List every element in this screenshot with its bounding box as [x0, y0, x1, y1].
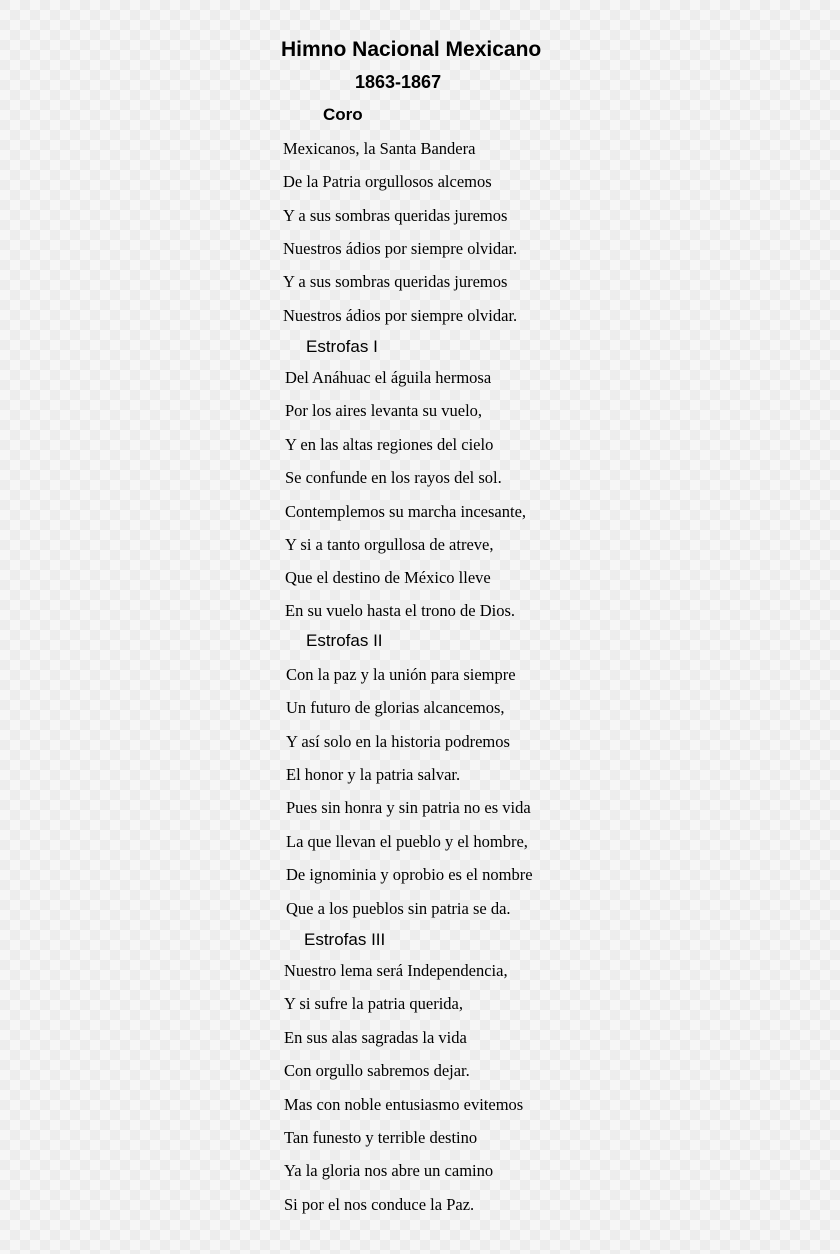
estrofa-1-line: Y en las altas regiones del cielo: [285, 435, 494, 454]
estrofa-3-line: Tan funesto y terrible destino: [284, 1128, 478, 1147]
estrofa-2-line: Y así solo en la historia podremos: [286, 732, 510, 751]
estrofa-2-line: Que a los pueblos sin patria se da.: [286, 899, 511, 918]
estrofa-2-line: Con la paz y la unión para siempre: [286, 665, 516, 684]
estrofa-3-line: En sus alas sagradas la vida: [284, 1028, 467, 1047]
estrofa-3-line: Mas con noble entusiasmo evitemos: [284, 1095, 524, 1114]
estrofa-1-line: Y si a tanto orgullosa de atreve,: [285, 535, 494, 554]
coro-line: Nuestros ádios por siempre olvidar.: [283, 306, 518, 325]
estrofa-2-line: El honor y la patria salvar.: [286, 765, 461, 784]
document-years: 1863-1867: [355, 72, 442, 92]
coro-line: Y a sus sombras queridas juremos: [283, 206, 508, 225]
estrofa-1-line: Del Anáhuac el águila hermosa: [285, 368, 492, 387]
coro-line: Y a sus sombras queridas juremos: [283, 272, 508, 291]
estrofa-1-line: En su vuelo hasta el trono de Dios.: [285, 601, 516, 620]
estrofa-3-line: Si por el nos conduce la Paz.: [284, 1195, 475, 1214]
estrofa-2-line: Pues sin honra y sin patria no es vida: [286, 798, 531, 817]
estrofa-2-line: Un futuro de glorias alcancemos,: [286, 698, 505, 717]
estrofa-1-line: Contemplemos su marcha incesante,: [285, 502, 527, 521]
estrofa-3-heading: Estrofas III: [304, 930, 386, 949]
estrofa-2-line: De ignominia y oprobio es el nombre: [286, 865, 533, 884]
estrofa-1-line: Por los aires levanta su vuelo,: [285, 401, 483, 420]
estrofa-2-line: La que llevan el pueblo y el hombre,: [286, 832, 528, 851]
estrofa-1-heading: Estrofas I: [306, 337, 378, 356]
estrofa-3-line: Nuestro lema será Independencia,: [284, 961, 508, 980]
estrofa-3-line: Y si sufre la patria querida,: [284, 994, 463, 1013]
coro-line: Nuestros ádios por siempre olvidar.: [283, 239, 518, 258]
coro-line: Mexicanos, la Santa Bandera: [283, 139, 476, 158]
estrofa-1-line: Se confunde en los rayos del sol.: [285, 468, 502, 487]
coro-line: De la Patria orgullosos alcemos: [283, 172, 492, 191]
estrofa-2-heading: Estrofas II: [306, 631, 383, 650]
estrofa-3-line: Con orgullo sabremos dejar.: [284, 1061, 470, 1080]
document-title: Himno Nacional Mexicano: [281, 38, 542, 61]
estrofa-3-line: Ya la gloria nos abre un camino: [284, 1161, 494, 1180]
estrofa-1-line: Que el destino de México lleve: [285, 568, 491, 587]
coro-heading: Coro: [323, 105, 363, 124]
